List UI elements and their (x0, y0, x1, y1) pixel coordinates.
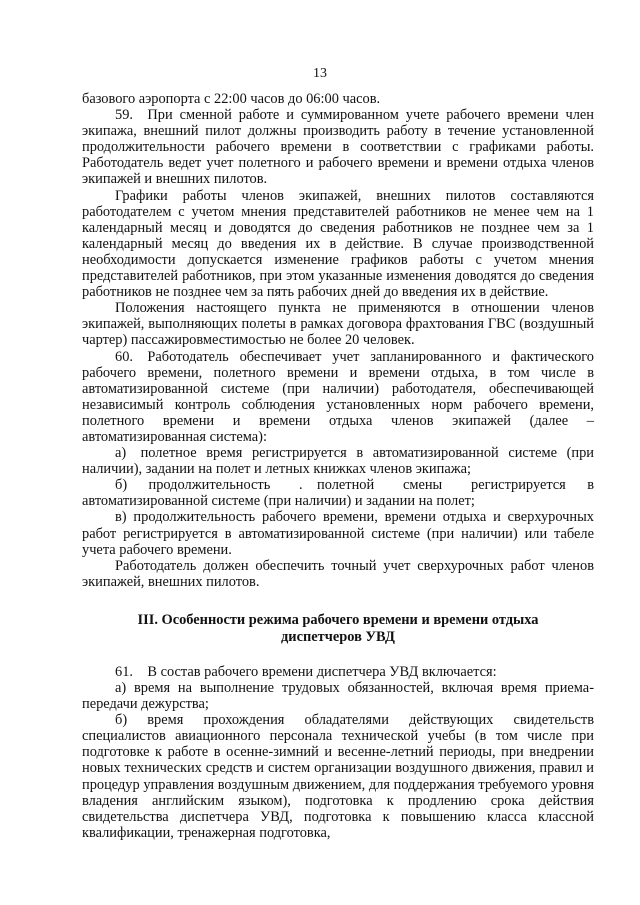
paragraph-subitem-a-61: а) время на выполнение трудовых обязанностей, включая время приема-передачи дежурства; (82, 680, 594, 713)
paragraph-schedules: Графики работы членов экипажей, внешних пилотов составляются работодателем с учетом мнения представителей работников не менее чем на 1 календарный месяц и доводятся до сведения работников не позднее чем за 1 календарный месяц до введения их в действие. В случае производственной необходимости допускается изменение графиков работы с учетом мнения представителей работников, при этом указанные изменения доводятся до сведения работников не позднее чем за пять рабочих дней до введения их в действие. (82, 187, 594, 301)
paragraph-subitem-v: в) продолжительность рабочего времени, времени отдыха и сверхурочных работ регистрируется в автоматизированной системе (при наличии) или табеле учета рабочего времени. (82, 509, 594, 558)
paragraph-subitem-b-61: б) время прохождения обладателями действующих свидетельств специалистов авиационного персонала технической учебы (в том числе при подготовке к работе в осенне-зимний и весенне-летний периоды, при внедрении новых технических средств и систем организации воздушного движения, правил и процедур управления воздушным движением, для поддержания требуемого уровня владения английским языком), подготовка к продлению срока действия свидетельства диспетчера УВД, подготовка к повышению класса классной квалификации, тренажерная подготовка, (82, 712, 594, 841)
paragraph-item-59: 59. При сменной работе и суммированном учете рабочего времени член экипажа, внешний пилот должны производить работу в течение установленной продолжительности рабочего времени в соответствии с графиками работы. Работодатель ведет учет полетного и рабочего времени и времени отдыха членов экипажей и внешних пилотов. (82, 107, 594, 188)
document-body (82, 91, 594, 841)
paragraph-exemption: Положения настоящего пункта не применяются в отношении членов экипажей, выполняющих полеты в рамках договора фрахтования ГВС (воздушный чартер) пассажировместимостью не более 20 человек. (82, 300, 594, 349)
page-number: 13 (313, 66, 327, 81)
paragraph-subitem-b: б) продолжительность . полетной смены регистрируется в автоматизированной системе (при наличии) и задании на полет; (82, 477, 594, 510)
paragraph-continuation: базового аэропорта с 22:00 часов до 06:00 часов. (82, 91, 381, 107)
paragraph-subitem-a: а) полетное время регистрируется в автоматизированной системе (при наличии), задании на полет и летных книжках членов экипажа; (82, 445, 594, 478)
paragraph-item-60: 60. Работодатель обеспечивает учет запланированного и фактического рабочего времени, полетного времени и времени отдыха, в том числе в автоматизированной системе (при наличии) работодателя, обеспечивающей независимый контроль соблюдения установленных норм рабочего времени, полетного времени и времени отдыха членов экипажей (далее – автоматизированная система): (82, 348, 594, 445)
paragraph-item-61: 61. В состав рабочего времени диспетчера УВД включается: (115, 663, 497, 680)
section-heading: III. Особенности режима рабочего времени и времени отдыха диспетчеров УВД (137, 611, 539, 645)
paragraph-overtime: Работодатель должен обеспечить точный учет сверхурочных работ членов экипажей, внешних пилотов. (82, 557, 594, 590)
